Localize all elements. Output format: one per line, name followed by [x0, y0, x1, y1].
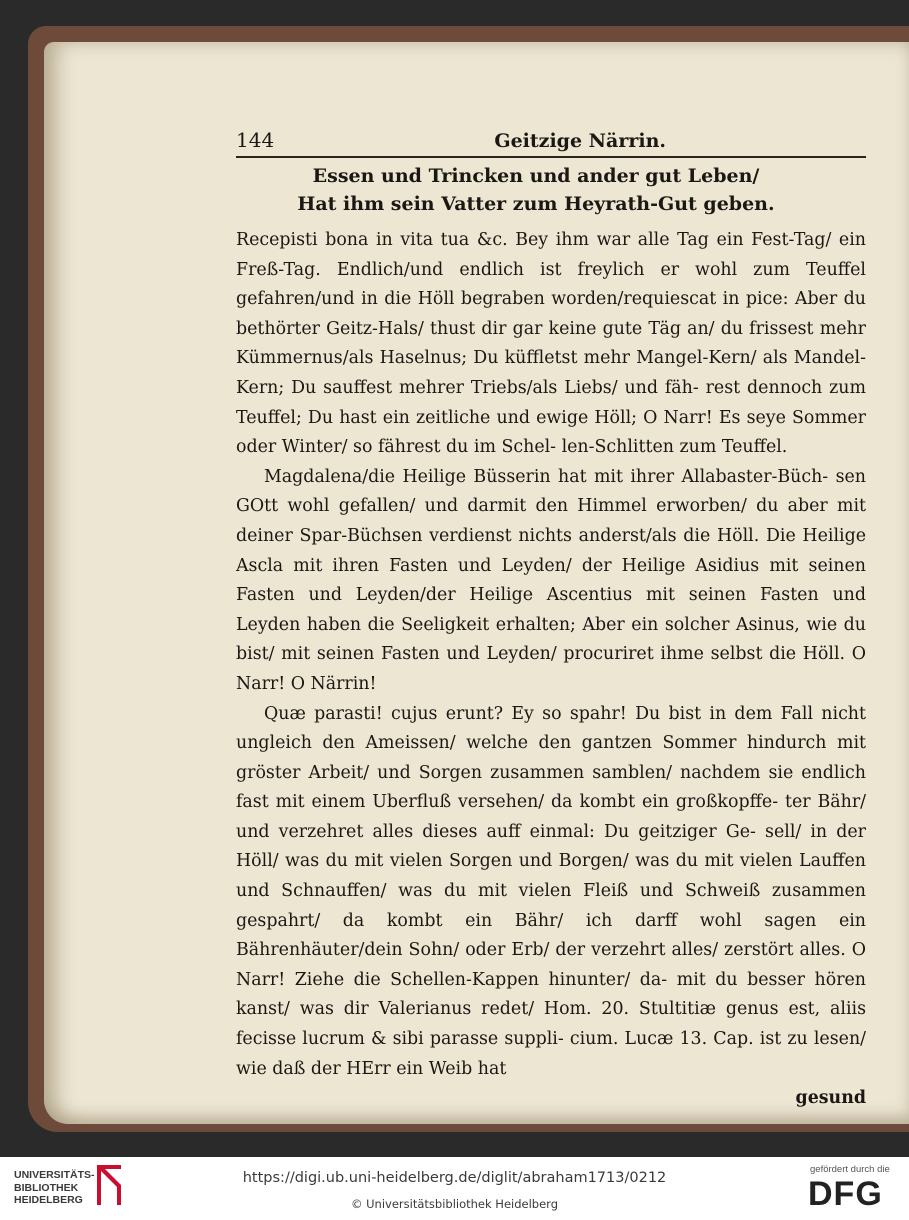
copyright-notice: © Universitätsbibliothek Heidelberg [350, 1197, 558, 1211]
verse [236, 162, 866, 218]
running-title: Geitzige Närrin. [494, 130, 666, 152]
paragraph-2: Magdalena/die Heilige Büsserin hat mit ihrer Allabaster-Büch- sen GOtt wohl gefallen/ und darmit den Himmel erworben/ du aber mit deiner Spar-Büchsen verdienst nichts anderst/als die Höll. Die Heilige Ascla mit ihren Fasten und Leyden/ der Heilige Asidius mit seinen Fasten und Leyden/der Heilige Ascentius mit seinen Fasten und Leyden haben die Seeligkeit erhalten; Aber ein solcher Asinus, wie du bist/ mit seinen Fasten und Leyden/ procuriret ihme selbst die Höll. O Narr! O Närrin! [236, 466, 866, 694]
verse-line-2: Hat ihm sein Vatter zum Heyrath-Gut geben. [297, 193, 775, 215]
page-content [236, 128, 866, 1114]
verse-line-1: Essen und Trincken und ander gut Leben/ [312, 165, 760, 187]
paragraph-3: Quæ parasti! cujus erunt? Ey so spahr! Du bist in dem Fall nicht ungleich den Ameissen/ welche den gantzen Sommer hindurch mit gröster Arbeit/ und Sorgen zusammen samblen/ nachdem sie endlich fast mit einem Uberfluß versehen/ da kombt ein großkopffe- ter Bähr/ und verzehret alles dieses auff einmal: Du geitziger Ge- sell/ in der Höll/ was du mit vielen Sorgen und Borgen/ was du mit vielen Lauffen und Schnauffen/ was du mit vielen Fleiß und Schweiß zusammen gespahrt/ da kombt ein Bähr/ ich darff wohl sagen ein Bährenhäuter/dein Sohn/ oder Erb/ der verzehrt alles/ zerstört alles. O Narr! Ziehe die Schellen-Kappen hinunter/ da- mit du besser hören kanst/ was dir Valerianus redet/ Hom. 20. Stultitiæ genus est, aliis fecisse lucrum & sibi parasse suppli- cium. Lucæ 13. Cap. ist zu lesen/ wie daß der HErr ein Weib hat [236, 703, 866, 1079]
library-name-line-1: UNIVERSITÄTS- [14, 1169, 95, 1181]
header-rule [236, 156, 866, 158]
dfg-logo[interactable]: DFG [808, 1175, 883, 1213]
library-name-line-3: HEIDELBERG [14, 1194, 83, 1206]
catchword: gesund [795, 1088, 866, 1109]
page-number: 144 [236, 128, 275, 152]
paragraph-1: Recepisti bona in vita tua &c. Bey ihm war alle Tag ein Fest-Tag/ ein Freß-Tag. Endlich/und endlich ist freylich er wohl zum Teuffel gefahren/und in die Höll begraben worden/requiescat in pice: Aber du bethörter Geitz-Hals/ thust dir gar keine gute Täg an/ du frissest mehr Kümmernus/als Haselnus; Du küffletst mehr Mangel-Kern/ als Mandel-Kern; Du sauffest mehrer Triebs/als Liebs/ und fäh- rest dennoch zum Teuffel; Du hast ein zeitliche und ewige Höll; O Narr! Es seye Sommer oder Winter/ so fährest du im Schel- len-Schlitten zum Teuffel. [236, 230, 866, 458]
document-url[interactable]: https://digi.ub.uni-heidelberg.de/diglit/abraham1713/0212 [242, 1170, 667, 1186]
funded-by-label: gefördert durch die [810, 1164, 890, 1175]
running-head [236, 128, 866, 154]
library-name-line-2: BIBLIOTHEK [14, 1181, 79, 1194]
